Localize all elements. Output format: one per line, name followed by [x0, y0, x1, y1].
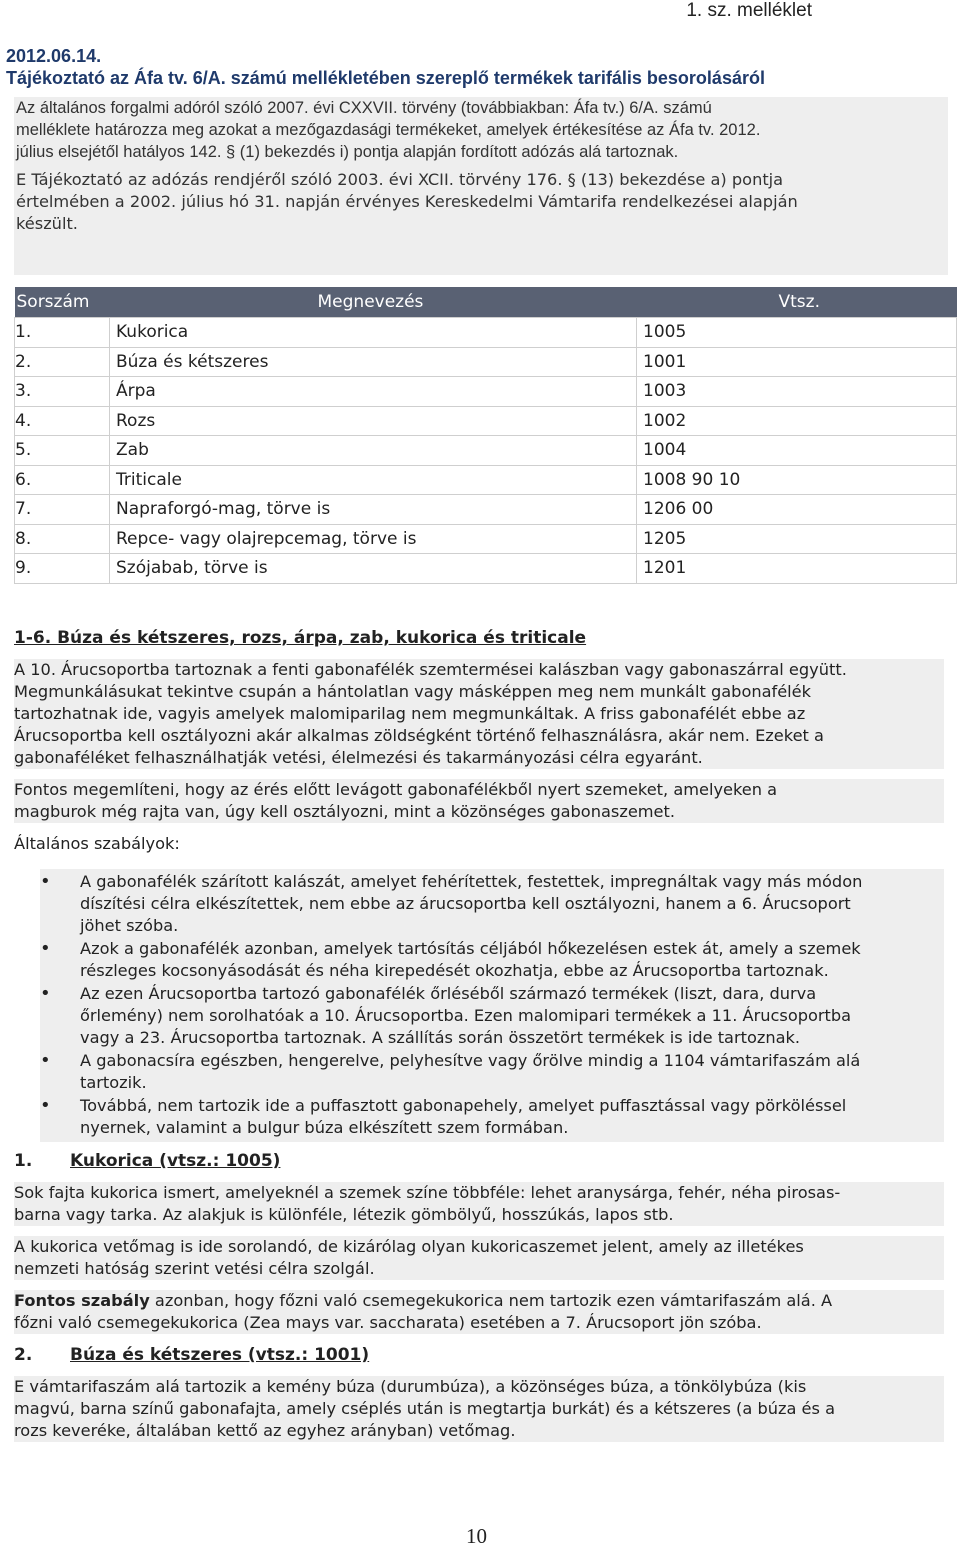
annex-label: 1. sz. melléklet [686, 0, 812, 21]
cereals-paragraph-2: Fontos megemlíteni, hogy az érés előtt levágott gabonafélékből nyert szemeket, amelyeken a magburok még rajta van, úgy kell osztályozni, mint a közönséges gabonaszemet. [14, 779, 944, 823]
wheat-paragraph-1: E vámtarifaszám alá tartozik a kemény búza (durumbúza), a közönséges búza, a tönkölybúza (kis magvú, barna színű gabonafajta, amely cséplés után is megtartja burkát) és a kétszeres (a búza és a rozs keveréke, általában kettő az egyhez arányban) vetőmag. [14, 1376, 944, 1442]
table-row: 8. Repce- vagy olajrepcemag, törve is 1205 [15, 524, 957, 554]
list-item: • A gabonafélék szárított kalászát, amelyet fehérítettek, festettek, impregnáltak vagy más módon díszítési célra elkészítettek, nem ebbe az árucsoportba kell osztályozni, hanem a 6. Árucsoport jöhet szóba. [40, 871, 944, 937]
document-title: Tájékoztató az Áfa tv. 6/A. számú mellékletében szereplő termékek tarifális besorolásáról [6, 68, 765, 88]
table-row: 6. Triticale 1008 90 10 [15, 465, 957, 495]
document-date: 2012.06.14. [6, 46, 102, 66]
product-table [14, 287, 957, 584]
list-item: • Azok a gabonafélék azonban, amelyek tartósítás céljából hőkezelésen estek át, amely a szemek részleges kocsonyásodását és néha kirepedését okozhatja, ebbe az Árucsoportba tartoznak. [40, 938, 944, 982]
table-row: 1. Kukorica 1005 [15, 318, 957, 348]
corn-paragraph-2: A kukorica vetőmag is ide sorolandó, de kizárólag olyan kukoricaszemet jelent, amely az illetékes nemzeti hatóság szerint vetési célra szolgál. [14, 1236, 944, 1280]
list-item: • A gabonacsíra egészben, hengerelve, pelyhesítve vagy őrölve mindig a 1104 vámtarifaszám alá tartozik. [40, 1050, 944, 1094]
section-heading-cereals: 1-6. Búza és kétszeres, rozs, árpa, zab, kukorica és triticale [14, 628, 587, 648]
header-name: Megnevezés [110, 287, 637, 318]
corn-paragraph-3: Fontos szabály azonban, hogy főzni való csemegekukorica nem tartozik ezen vámtarifaszám alá. A főzni való csemegekukorica (Zea mays var. saccharata) esetében a 7. Árucsoport jön szóba. [14, 1290, 944, 1334]
cereals-paragraph-1: A 10. Árucsoportba tartoznak a fenti gabonafélék szemtermései kalászban vagy gabonaszárral együtt. Megmunkálásukat tekintve csupán a hántolatlan vagy másképpen meg nem munkált gabonafélék tartozhatnak ide, vagyis amelyek malomiparilag nem megmunkáltak. A friss gabonafélét ebbe az Árucsoportba kell osztályozni akár alkalmas zöldségként történő felhasználásra, akár nem. Ezeket a gabonaféléket felhasználhatják vetési, élelmezési és takarmányozási célra egyaránt. [14, 659, 944, 769]
header-code: Vtsz. [637, 287, 957, 318]
document-body [14, 627, 944, 1442]
section-heading-corn: 1. Kukorica (vtsz.: 1005) [14, 1151, 281, 1171]
list-item: • Az ezen Árucsoportba tartozó gabonafélék őrléséből származó termékek (liszt, dara, durva őrlemény) nem sorolhatóak a 10. Árucsoportba. Ezen malomipari termékek a 11. Árucsoportba vagy a 23. Árucsoportba tartoznak. A szállítás során összetört termékek is ide tartoznak. [40, 983, 944, 1049]
table-row: 3. Árpa 1003 [15, 377, 957, 407]
page-number: 10 [466, 1524, 487, 1548]
table-row: 7. Napraforgó-mag, törve is 1206 00 [15, 495, 957, 525]
general-rules-title: Általános szabályok: [14, 834, 180, 853]
intro-box [14, 97, 948, 275]
list-item: • Továbbá, nem tartozik ide a puffasztott gabonapehely, amelyet puffasztással vagy pörköléssel nyernek, valamint a bulgur búza elkészített szem formában. [40, 1095, 944, 1139]
intro-paragraph-2: E Tájékoztató az adózás rendjéről szóló 2003. évi XCII. törvény 176. § (13) bekezdése a) pontja értelmében a 2002. július hó 31. napján érvényes Kereskedelmi Vámtarifa rendelkezései alapján készült. [16, 170, 798, 233]
section-heading-wheat: 2. Búza és kétszeres (vtsz.: 1001) [14, 1345, 370, 1365]
table-row: 9. Szójabab, törve is 1201 [15, 554, 957, 584]
general-rules-list [40, 869, 944, 1142]
table-row: 4. Rozs 1002 [15, 406, 957, 436]
table-row: 2. Búza és kétszeres 1001 [15, 347, 957, 377]
table-row: 5. Zab 1004 [15, 436, 957, 466]
corn-paragraph-1: Sok fajta kukorica ismert, amelyeknél a szemek színe többféle: lehet aranysárga, fehér, néha pirosas- barna vagy tarka. Az alakjuk is különféle, létezik gömbölyű, hosszúkás, lapos stb. [14, 1182, 944, 1226]
intro-paragraph-1: Az általános forgalmi adóról szóló 2007. évi CXXVII. törvény (továbbiakban: Áfa tv.) 6/A. számú melléklete határozza meg azokat a mezőgazdasági termékeket, amelyek értékesítése az Áfa tv. 2012. július elsejétől hatályos 142. § (1) bekezdés i) pontja alapján fordított adózás alá tartoznak. [16, 99, 761, 161]
table-header-row [15, 287, 957, 318]
header-number: Sorszám [15, 287, 110, 318]
